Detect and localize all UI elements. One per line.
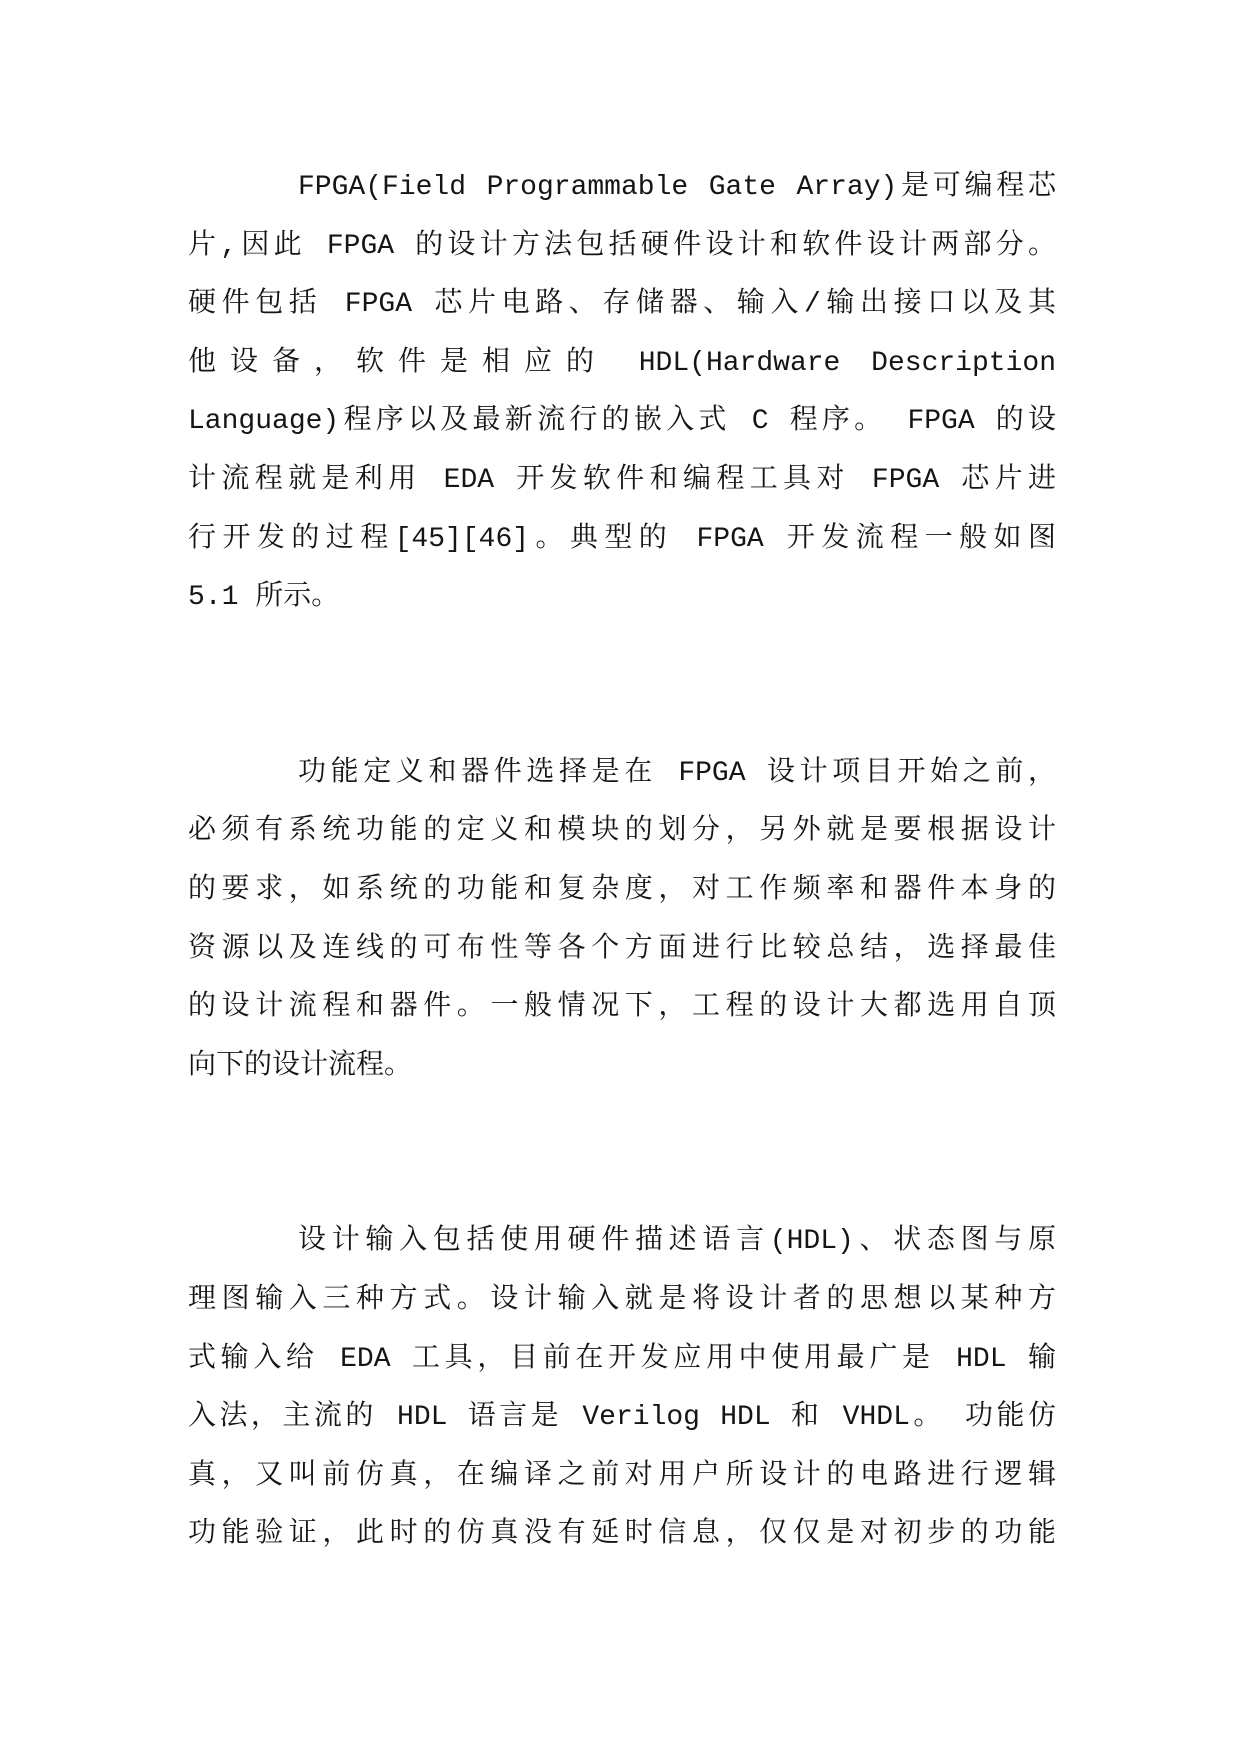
paragraph-line: 功能验证，此时的仿真没有延时信息，仅仅是对初步的功能	[188, 1519, 1056, 1551]
paragraph-line: 必须有系统功能的定义和模块的划分，另外就是要根据设计	[188, 816, 1056, 848]
paragraph-line: 的要求，如系统的功能和复杂度，对工作频率和器件本身的	[188, 874, 1056, 906]
paragraph-function-definition	[188, 745, 1056, 1097]
paragraph-line: 入法，主流的 HDL 语言是 Verilog HDL 和 VHDL。 功能仿	[188, 1402, 1056, 1434]
paragraph-line: 式输入给 EDA 工具，目前在开发应用中使用最广是 HDL 输	[188, 1343, 1056, 1375]
paragraph-line: 他设备，软件是相应的 HDL(Hardware Description	[188, 347, 1056, 379]
paragraph-line: 硬件包括 FPGA 芯片电路、存储器、输入/输出接口以及其	[188, 289, 1056, 321]
paragraph-line: 5.1 所示。	[188, 582, 340, 614]
paragraph-line: 功能定义和器件选择是在 FPGA 设计项目开始之前，	[298, 757, 1056, 789]
paragraph-line: 片,因此 FPGA 的设计方法包括硬件设计和软件设计两部分。	[188, 230, 1056, 262]
paragraph-design-input	[188, 1213, 1056, 1565]
paragraph-line: 的设计流程和器件。一般情况下，工程的设计大都选用自顶	[188, 992, 1056, 1024]
paragraph-line: 计流程就是利用 EDA 开发软件和编程工具对 FPGA 芯片进	[188, 464, 1056, 496]
paragraph-line: 资源以及连线的可布性等各个方面进行比较总结，选择最佳	[188, 933, 1056, 965]
paragraph-line: 真，又叫前仿真，在编译之前对用户所设计的电路进行逻辑	[188, 1460, 1056, 1492]
paragraph-line: Language)程序以及最新流行的嵌入式 C 程序。 FPGA 的设	[188, 406, 1056, 438]
paragraph-line: 理图输入三种方式。设计输入就是将设计者的思想以某种方	[188, 1284, 1056, 1316]
paragraph-line: 设计输入包括使用硬件描述语言(HDL)、状态图与原	[298, 1226, 1056, 1258]
paragraph-line: 行开发的过程[45][46]。典型的 FPGA 开发流程一般如图	[188, 523, 1056, 555]
paragraph-line: FPGA(Field Programmable Gate Array)是可编程芯	[298, 172, 1056, 203]
paragraph-line: 向下的设计流程。	[188, 1050, 413, 1082]
paragraph-fpga-overview	[188, 159, 1056, 628]
body-text	[188, 159, 1056, 1565]
